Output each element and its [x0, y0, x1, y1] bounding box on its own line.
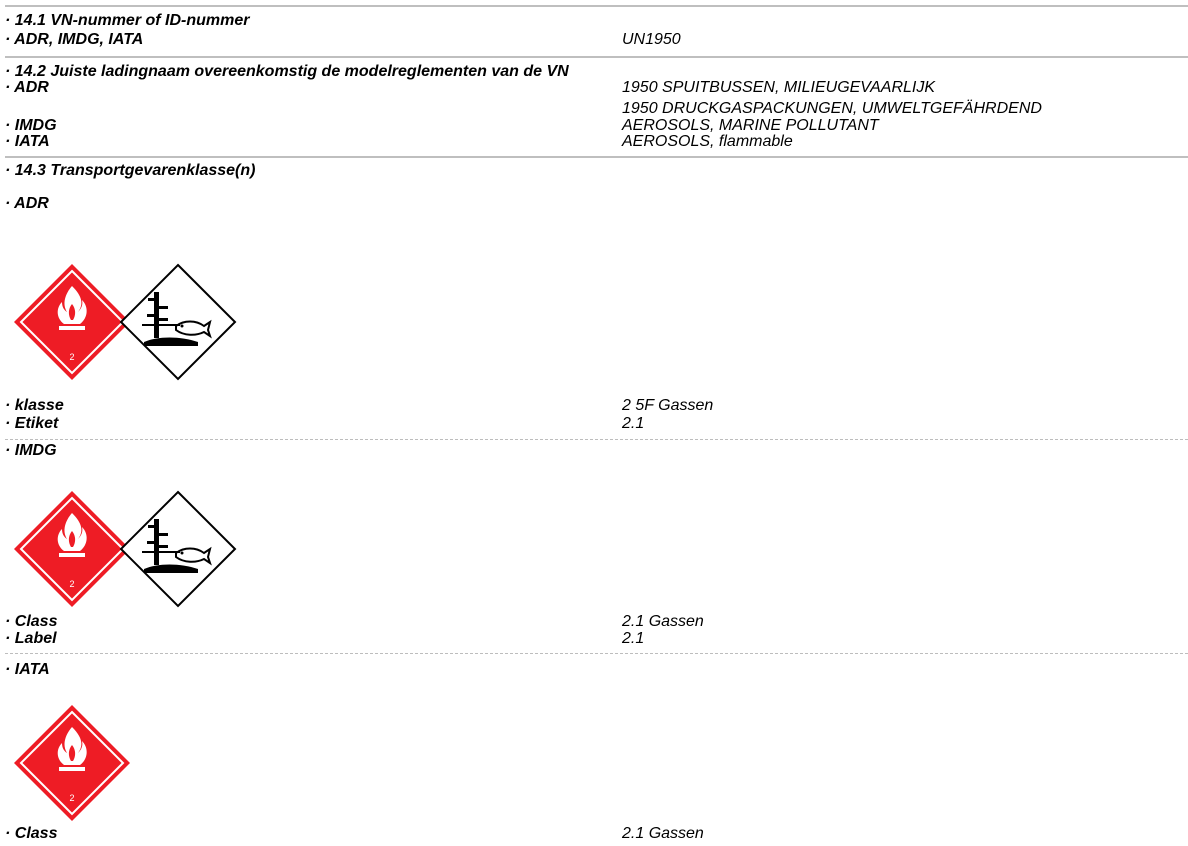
imdg-class-value: 2.1 Gassen	[622, 613, 704, 630]
environment-hazard-pictogram-adr	[118, 262, 238, 382]
section-14-3-heading: · 14.3 Transportgevarenklasse(n)	[5, 162, 256, 179]
flammable-gas-pictogram-iata	[12, 703, 132, 823]
adr-label-label: · Etiket	[5, 415, 59, 432]
imdg-label-value: 2.1	[622, 630, 645, 647]
un-number-label: · ADR, IMDG, IATA	[5, 31, 144, 48]
adr-class-label: · klasse	[5, 397, 64, 414]
section-rule-top	[5, 5, 1188, 7]
section-rule-14-2	[5, 56, 1188, 58]
adr-name-value-2: 1950 DRUCKGASPACKUNGEN, UMWELTGEFÄHRDEND	[622, 100, 1042, 117]
adr-name-label: · ADR	[5, 79, 49, 96]
section-14-2-heading: · 14.2 Juiste ladingnaam overeenkomstig de modelreglementen van de VN	[5, 63, 569, 80]
imdg-name-label: · IMDG	[5, 117, 57, 134]
imdg-label-label: · Label	[5, 630, 57, 647]
iata-class-value: 2.1 Gassen	[622, 825, 704, 842]
imdg-subheading: · IMDG	[5, 442, 57, 459]
flammable-gas-pictogram-imdg	[12, 489, 132, 609]
divider-iata	[5, 653, 1188, 654]
section-14-1-heading: · 14.1 VN-nummer of ID-nummer	[5, 12, 250, 29]
un-number-value: UN1950	[622, 31, 681, 48]
adr-name-value: 1950 SPUITBUSSEN, MILIEUGEVAARLIJK	[622, 79, 936, 96]
imdg-class-label: · Class	[5, 613, 58, 630]
environment-hazard-pictogram-imdg	[118, 489, 238, 609]
iata-class-label: · Class	[5, 825, 58, 842]
adr-label-value: 2.1	[622, 415, 645, 432]
iata-name-label: · IATA	[5, 133, 50, 150]
iata-name-value: AEROSOLS, flammable	[622, 133, 793, 150]
flammable-gas-pictogram-adr	[12, 262, 132, 382]
section-rule-14-3	[5, 156, 1188, 158]
iata-subheading: · IATA	[5, 661, 50, 678]
adr-class-value: 2 5F Gassen	[622, 397, 714, 414]
divider-imdg	[5, 439, 1188, 440]
adr-subheading: · ADR	[5, 195, 49, 212]
imdg-name-value: AEROSOLS, MARINE POLLUTANT	[622, 117, 879, 134]
